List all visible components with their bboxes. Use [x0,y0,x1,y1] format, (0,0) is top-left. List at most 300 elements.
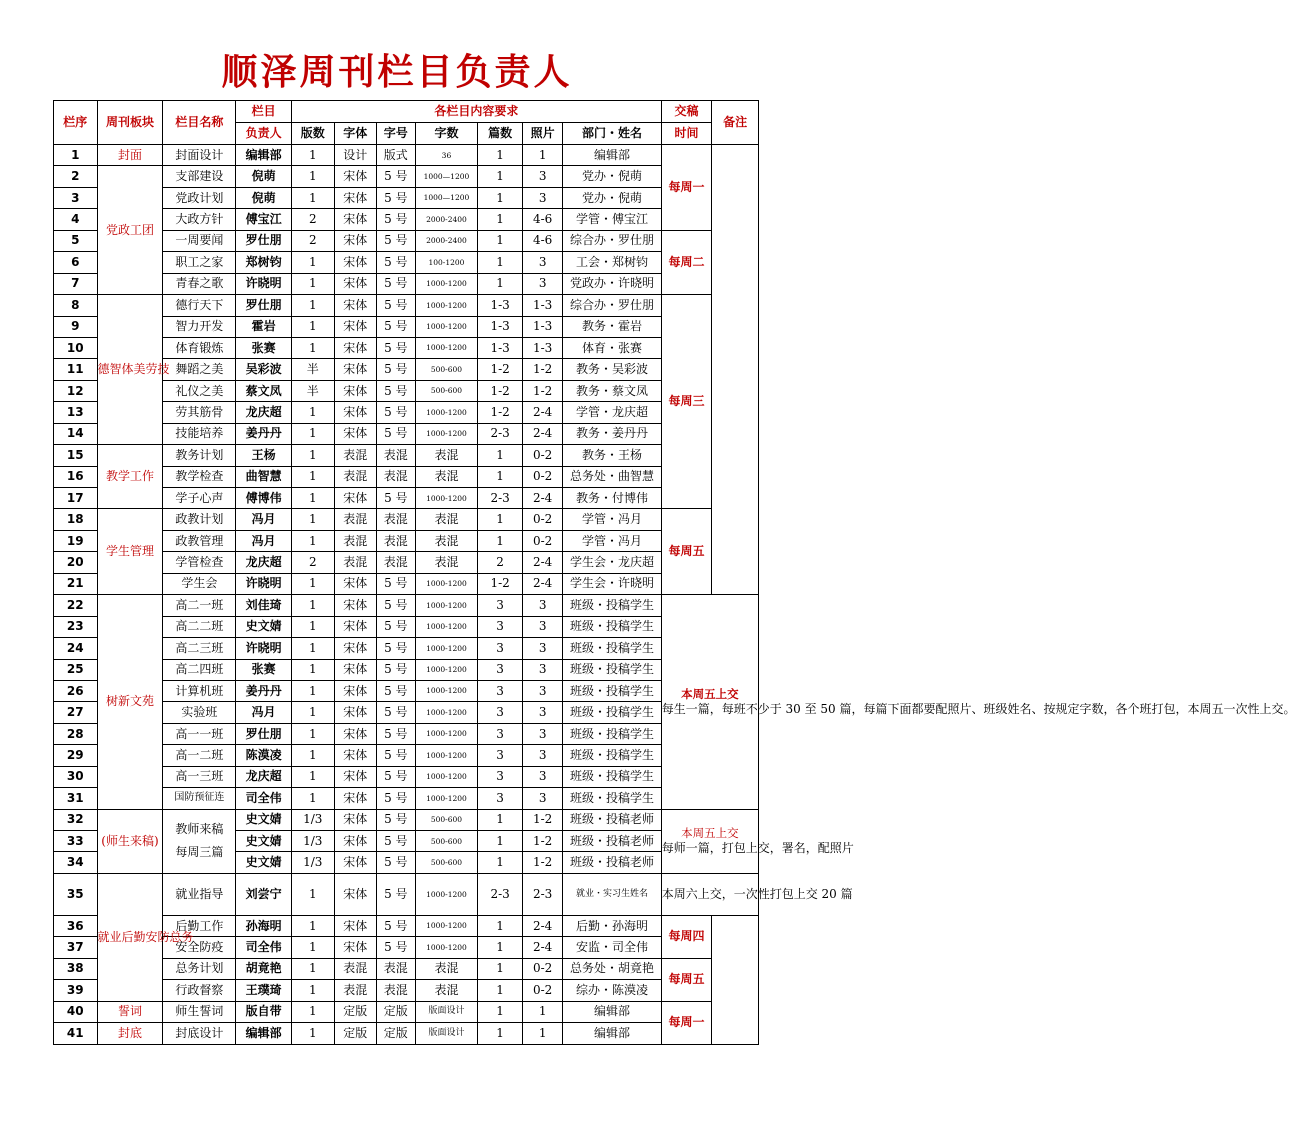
pages: 1 [292,937,335,958]
column-name: 师生誓词 [163,1001,236,1022]
column-owner: 许晓明 [236,638,292,659]
column-owner: 司全伟 [236,937,292,958]
pages: 2 [292,552,335,573]
article-count: 2 [478,552,523,573]
word-count: 1000-1200 [415,316,478,337]
section-s1: 封面 [97,145,163,166]
column-owner: 史文婧 [236,852,292,873]
font-size: 5 号 [377,359,415,380]
column-owner: 版自带 [236,1001,292,1022]
word-count: 1000-1200 [415,937,478,958]
article-count: 3 [478,702,523,723]
column-owner: 胡竟艳 [236,958,292,979]
dept-name: 党办・倪萌 [563,166,661,187]
word-count: 1000-1200 [415,488,478,509]
article-count: 3 [478,659,523,680]
word-count: 表混 [415,552,478,573]
pages: 1 [292,337,335,358]
column-name: 学生会 [163,573,236,594]
remarks-cell [712,915,759,1044]
article-count: 1 [478,209,523,230]
column-owner: 罗仕朋 [236,230,292,251]
column-owner: 龙庆超 [236,766,292,787]
article-count: 1-2 [478,573,523,594]
column-owner: 孙海明 [236,915,292,936]
pages: 1 [292,766,335,787]
article-count: 2-3 [478,873,523,915]
dept-name: 学管・傅宝江 [563,209,661,230]
word-count: 表混 [415,509,478,530]
column-owner: 姜丹丹 [236,423,292,444]
header-font-size: 字号 [377,123,415,145]
dept-name: 学生会・许晓明 [563,573,661,594]
pages: 1 [292,295,335,316]
pages: 1 [292,1023,335,1044]
dept-name: 综合办・罗仕朋 [563,230,661,251]
article-count: 1 [478,466,523,487]
pages: 1 [292,915,335,936]
row-seq: 26 [54,680,98,701]
section-s5: 学生管理 [97,509,163,595]
photo-count: 2-4 [522,937,563,958]
article-count: 1 [478,166,523,187]
pages: 1 [292,745,335,766]
font: 宋体 [334,680,377,701]
row-seq: 31 [54,788,98,809]
font-size: 5 号 [377,745,415,766]
photo-count: 1-3 [522,316,563,337]
article-count: 1 [478,915,523,936]
font-size: 5 号 [377,723,415,744]
column-owner: 许晓明 [236,573,292,594]
font: 定版 [334,1001,377,1022]
column-owner: 姜丹丹 [236,680,292,701]
column-name: 高二二班 [163,616,236,637]
row-seq: 38 [54,958,98,979]
note-teacher [661,809,854,873]
photo-count: 2-4 [522,915,563,936]
row-seq: 13 [54,402,98,423]
article-count: 3 [478,595,523,616]
word-count: 1000-1200 [415,273,478,294]
article-count: 2-3 [478,423,523,444]
header-deadline-line2: 时间 [661,123,712,145]
word-count: 1000-1200 [415,788,478,809]
pages: 1 [292,788,335,809]
article-count: 3 [478,638,523,659]
photo-count: 3 [522,766,563,787]
column-name: 劳其筋骨 [163,402,236,423]
pages: 1 [292,873,335,915]
photo-count: 3 [522,659,563,680]
font: 宋体 [334,766,377,787]
row-seq: 19 [54,530,98,551]
pages: 1 [292,595,335,616]
column-owner-table [53,100,1296,1045]
pages: 1 [292,316,335,337]
pages: 1 [292,702,335,723]
table-row [54,1023,759,1044]
photo-count: 0-2 [522,958,563,979]
article-count: 1 [478,230,523,251]
photo-count: 3 [522,616,563,637]
font: 定版 [334,1023,377,1044]
word-count: 1000-1200 [415,616,478,637]
dept-name: 学管・冯月 [563,509,661,530]
font: 宋体 [334,295,377,316]
dept-name: 教务・姜丹丹 [563,423,661,444]
pages: 半 [292,380,335,401]
column-name: 智力开发 [163,316,236,337]
dept-name: 后勤・孙海明 [563,915,661,936]
row-seq: 35 [54,873,98,915]
font-size: 5 号 [377,423,415,444]
column-owner: 傅宝江 [236,209,292,230]
word-count: 500-600 [415,852,478,873]
column-owner: 蔡文凤 [236,380,292,401]
row-seq: 6 [54,252,98,273]
pages: 1 [292,273,335,294]
word-count: 表混 [415,980,478,1001]
font: 宋体 [334,187,377,208]
pages: 1 [292,252,335,273]
word-count: 1000-1200 [415,745,478,766]
column-name: 学子心声 [163,488,236,509]
article-count: 1 [478,980,523,1001]
column-name-line: 教师来稿 [175,822,224,837]
word-count: 1000-1200 [415,573,478,594]
dept-name: 班级・投稿学生 [563,745,661,766]
article-count: 3 [478,788,523,809]
column-owner: 史文婧 [236,831,292,852]
row-seq: 24 [54,638,98,659]
article-count: 1-3 [478,337,523,358]
column-owner: 傅博伟 [236,488,292,509]
font: 宋体 [334,937,377,958]
article-count: 1 [478,809,523,830]
row-seq: 17 [54,488,98,509]
word-count: 表混 [415,958,478,979]
font: 宋体 [334,252,377,273]
font-size: 表混 [377,552,415,573]
word-count: 1000-1200 [415,659,478,680]
article-count: 1 [478,1001,523,1022]
column-name: 后勤工作 [163,915,236,936]
dept-name: 总务处・曲智慧 [563,466,661,487]
photo-count: 1-2 [522,852,563,873]
dept-name: 编辑部 [563,145,661,166]
row-seq: 32 [54,809,98,830]
font-size: 5 号 [377,937,415,958]
font-size: 表混 [377,958,415,979]
font-size: 定版 [377,1001,415,1022]
article-count: 1-2 [478,402,523,423]
font-size: 版式 [377,145,415,166]
pages: 1/3 [292,809,335,830]
column-name: 高二四班 [163,659,236,680]
column-name: 安全防疫 [163,937,236,958]
table-row [54,295,759,316]
dept-name: 教务・蔡文凤 [563,380,661,401]
photo-count: 2-4 [522,402,563,423]
pages: 1/3 [292,852,335,873]
dept-name: 班级・投稿学生 [563,595,661,616]
pages: 2 [292,230,335,251]
word-count: 1000-1200 [415,766,478,787]
table-row [54,595,759,616]
row-seq: 30 [54,766,98,787]
deadline-d_thu: 每周四 [661,915,712,958]
article-count: 1-3 [478,316,523,337]
font: 宋体 [334,745,377,766]
column-owner: 史文婧 [236,809,292,830]
word-count: 1000-1200 [415,873,478,915]
dept-name: 班级・投稿学生 [563,723,661,744]
font: 设计 [334,145,377,166]
dept-name: 总务处・胡竟艳 [563,958,661,979]
header-dept-name: 部门・姓名 [563,123,661,145]
font: 宋体 [334,852,377,873]
photo-count: 0-2 [522,530,563,551]
row-seq: 23 [54,616,98,637]
pages: 1 [292,723,335,744]
column-name: 就业指导 [163,873,236,915]
dept-name: 学管・冯月 [563,530,661,551]
column-name: 青春之歌 [163,273,236,294]
dept-name: 教务・霍岩 [563,316,661,337]
photo-count: 2-4 [522,552,563,573]
deadline-d_mon: 每周一 [661,145,712,231]
pages: 1 [292,530,335,551]
column-name: 职工之家 [163,252,236,273]
article-count: 1 [478,831,523,852]
font-size: 5 号 [377,295,415,316]
article-count: 1-2 [478,380,523,401]
column-name: 高一二班 [163,745,236,766]
word-count: 500-600 [415,831,478,852]
column-owner: 编辑部 [236,1023,292,1044]
word-count: 500-600 [415,380,478,401]
column-owner: 霍岩 [236,316,292,337]
row-seq: 14 [54,423,98,444]
font: 表混 [334,466,377,487]
font: 表混 [334,958,377,979]
font: 宋体 [334,380,377,401]
dept-name: 编辑部 [563,1023,661,1044]
dept-name: 班级・投稿学生 [563,788,661,809]
font-size: 5 号 [377,209,415,230]
column-name: 高一三班 [163,766,236,787]
dept-name: 班级・投稿老师 [563,852,661,873]
column-name: 高二一班 [163,595,236,616]
row-seq: 12 [54,380,98,401]
font: 宋体 [334,873,377,915]
column-name: 技能培养 [163,423,236,444]
font-size: 5 号 [377,873,415,915]
word-count: 表混 [415,445,478,466]
photo-count: 2-4 [522,573,563,594]
table-row [54,166,759,187]
dept-name: 教务・付博伟 [563,488,661,509]
column-owner: 郑树钧 [236,252,292,273]
font-size: 5 号 [377,402,415,423]
column-owner: 陈漠凌 [236,745,292,766]
table-row [54,445,759,466]
note-job-body: 本周六上交，一次性打包上交 20 篇 [661,886,853,901]
header-pages: 版数 [292,123,335,145]
font: 表混 [334,552,377,573]
photo-count: 1 [522,1001,563,1022]
font-size: 5 号 [377,187,415,208]
article-count: 3 [478,723,523,744]
font-size: 5 号 [377,852,415,873]
article-count: 1-2 [478,359,523,380]
column-name: 教务计划 [163,445,236,466]
row-seq: 8 [54,295,98,316]
photo-count: 3 [522,638,563,659]
pages: 1 [292,573,335,594]
header-column-name: 栏目名称 [163,101,236,145]
column-owner: 曲智慧 [236,466,292,487]
dept-name: 体育・张赛 [563,337,661,358]
font-size: 5 号 [377,616,415,637]
word-count: 36 [415,145,478,166]
word-count: 500-600 [415,809,478,830]
pages: 1 [292,659,335,680]
pages: 1 [292,445,335,466]
row-seq: 18 [54,509,98,530]
pages: 1 [292,1001,335,1022]
word-count: 1000-1200 [415,680,478,701]
header-deadline-line1: 交稿 [661,101,712,123]
column-owner: 龙庆超 [236,402,292,423]
font-size: 5 号 [377,166,415,187]
article-count: 1 [478,958,523,979]
word-count: 表混 [415,530,478,551]
word-count: 1000-1200 [415,595,478,616]
font: 宋体 [334,166,377,187]
row-seq: 15 [54,445,98,466]
word-count: 1000-1200 [415,423,478,444]
font-size: 5 号 [377,831,415,852]
column-name: 教学检查 [163,466,236,487]
column-name: 支部建设 [163,166,236,187]
font: 宋体 [334,337,377,358]
column-owner: 倪萌 [236,187,292,208]
word-count: 1000-1200 [415,295,478,316]
deadline-d_fri2: 每周五 [661,958,712,1001]
dept-name: 班级・投稿学生 [563,616,661,637]
column-name: 德行天下 [163,295,236,316]
column-owner: 倪萌 [236,166,292,187]
photo-count: 1-3 [522,295,563,316]
photo-count: 3 [522,595,563,616]
column-owner: 王璞琦 [236,980,292,1001]
dept-name: 班级・投稿学生 [563,659,661,680]
font: 宋体 [334,402,377,423]
article-count: 1 [478,509,523,530]
column-name: 党政计划 [163,187,236,208]
word-count: 500-600 [415,359,478,380]
header-section: 周刊板块 [97,101,163,145]
font: 宋体 [334,273,377,294]
font: 宋体 [334,831,377,852]
photo-count: 3 [522,166,563,187]
column-name: 政教计划 [163,509,236,530]
photo-count: 2-4 [522,423,563,444]
note-teacher-title: 本周五上交 [681,826,739,841]
pages: 1 [292,166,335,187]
row-seq: 10 [54,337,98,358]
font-size: 5 号 [377,766,415,787]
section-s10: 封底 [97,1023,163,1044]
column-name: 实验班 [163,702,236,723]
section-s2: 党政工团 [97,166,163,295]
section-s4: 教学工作 [97,445,163,509]
photo-count: 3 [522,745,563,766]
photo-count: 3 [522,680,563,701]
column-owner: 刘佳琦 [236,595,292,616]
font-size: 5 号 [377,230,415,251]
font: 宋体 [334,702,377,723]
font-size: 表混 [377,530,415,551]
word-count: 1000—1200 [415,187,478,208]
font: 宋体 [334,659,377,680]
article-count: 3 [478,745,523,766]
note-class-body: 每生一篇，每班不少于 30 至 50 篇，每篇下面都要配照片、班级姓名、按规定字数，各个班打包，本周五一次性上交。 [661,701,1296,716]
photo-count: 4-6 [522,209,563,230]
word-count: 版面设计 [415,1023,478,1044]
row-seq: 11 [54,359,98,380]
row-seq: 27 [54,702,98,723]
section-s3: 德智体美劳技 [97,295,163,445]
header-owner-line2: 负责人 [236,123,292,145]
row-seq: 20 [54,552,98,573]
remarks-cell [712,145,759,595]
article-count: 1 [478,273,523,294]
column-name-line: 每周三篇 [175,845,224,860]
photo-count: 3 [522,723,563,744]
dept-name: 综合办・罗仕朋 [563,295,661,316]
column-name: 国防预征连 [163,788,236,809]
font-size: 5 号 [377,702,415,723]
pages: 1 [292,509,335,530]
photo-count: 1-3 [522,337,563,358]
dept-name: 班级・投稿老师 [563,809,661,830]
section-s8: 就业后勤安防总务 [97,873,163,1001]
font-size: 5 号 [377,316,415,337]
column-owner: 史文婧 [236,616,292,637]
table-row [54,1001,759,1022]
pages: 2 [292,209,335,230]
table-row [54,873,759,915]
photo-count: 0-2 [522,980,563,1001]
article-count: 1 [478,530,523,551]
row-seq: 5 [54,230,98,251]
column-owner: 吴彩波 [236,359,292,380]
font: 宋体 [334,723,377,744]
column-name: 总务计划 [163,958,236,979]
row-seq: 9 [54,316,98,337]
column-owner: 冯月 [236,530,292,551]
font: 宋体 [334,423,377,444]
word-count: 1000-1200 [415,337,478,358]
dept-name: 学管・龙庆超 [563,402,661,423]
pages: 1 [292,466,335,487]
font: 表混 [334,445,377,466]
article-count: 1 [478,445,523,466]
header-article-count: 篇数 [478,123,523,145]
